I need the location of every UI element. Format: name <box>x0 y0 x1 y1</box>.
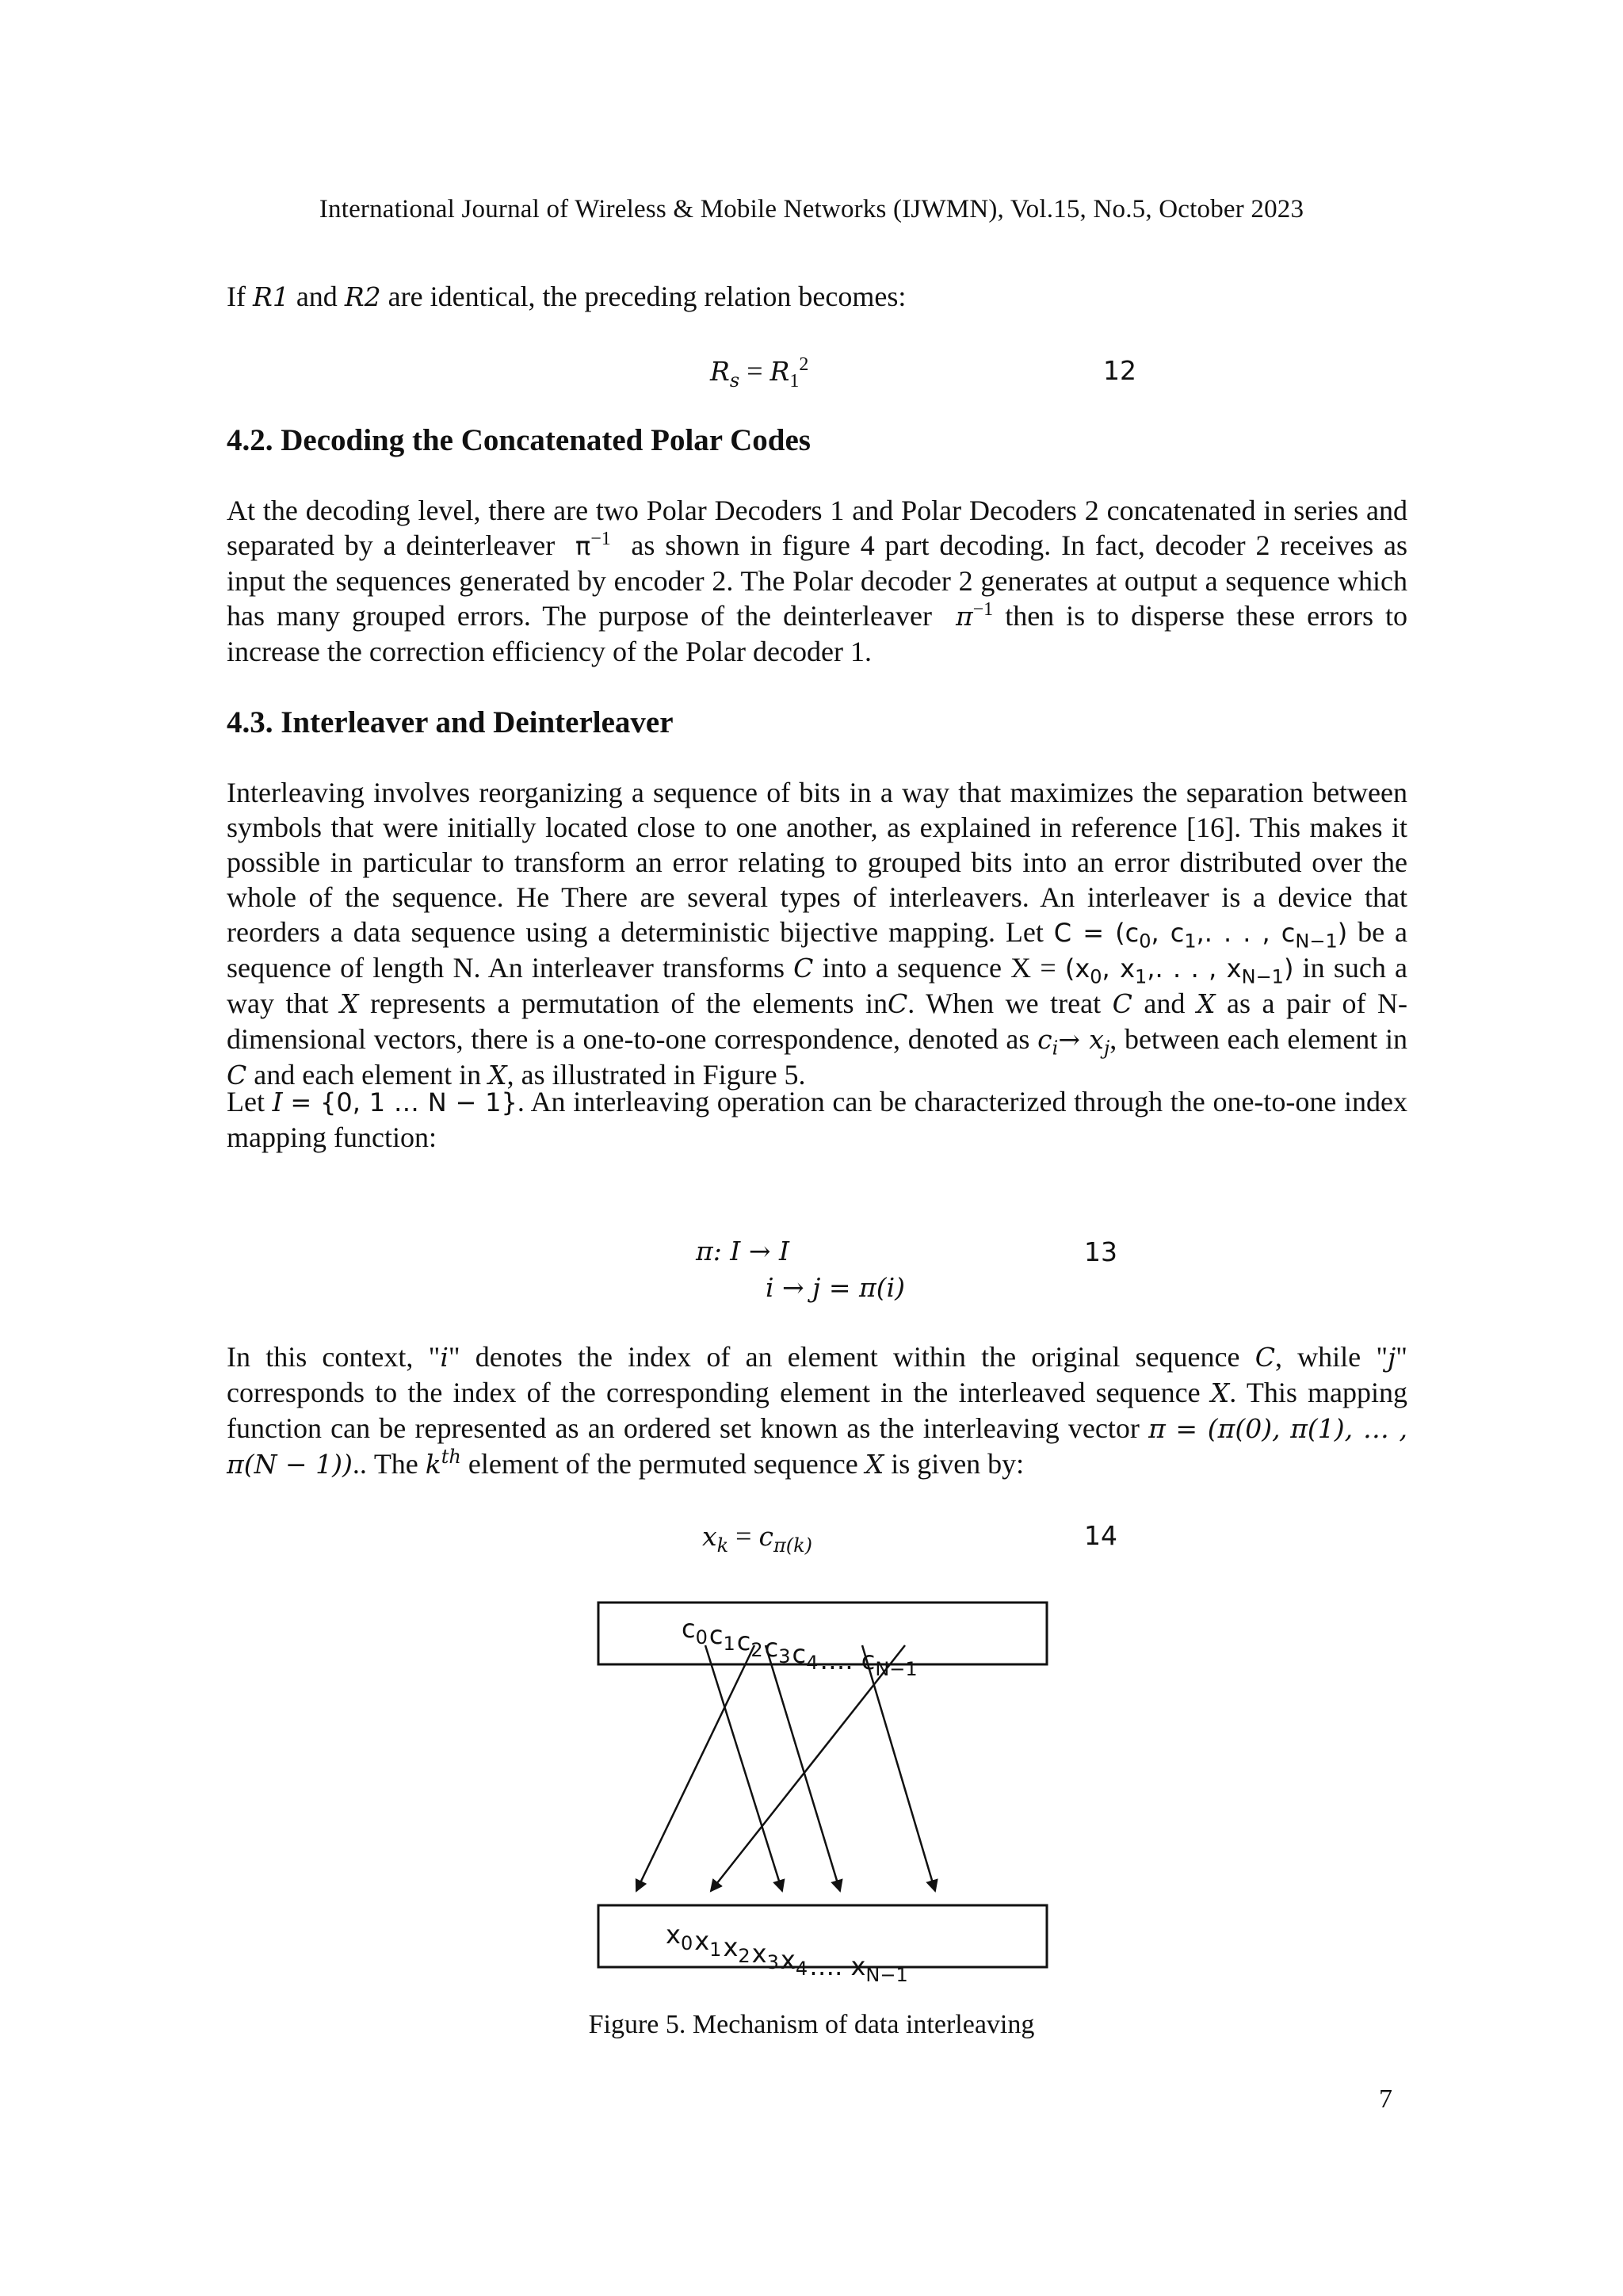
equation-13-number: 13 <box>1084 1236 1117 1267</box>
output-sequence-text-subscript: 0 <box>680 1932 693 1954</box>
index-set-paragraph: Let I = {0, 1 … N − 1}. An interleaving operation can be characterized through the one-to-one index mapping function: <box>227 1086 1408 1153</box>
output-sequence-text-symbol: x <box>694 1926 710 1956</box>
output-sequence-text <box>666 1920 908 1986</box>
interleaving-diagram <box>586 1590 1062 1986</box>
input-sequence-text-symbol: c <box>792 1639 807 1669</box>
journal-header: International Journal of Wireless & Mobile Networks (IJWMN), Vol.15, No.5, October 2023 <box>319 195 1304 223</box>
input-sequence-text-symbol: c <box>764 1633 779 1663</box>
input-sequence-text-subscript: 4 <box>806 1652 819 1674</box>
output-sequence-text-subscript: 1 <box>709 1939 722 1961</box>
input-sequence-text-subscript: 0 <box>695 1626 708 1648</box>
mapping-arrow <box>862 1645 935 1891</box>
output-sequence-text-symbol: x <box>751 1939 767 1969</box>
output-sequence-labels <box>666 1920 908 1986</box>
equation-14-number: 14 <box>1084 1520 1117 1551</box>
input-sequence-text-subscript: 3 <box>778 1645 791 1668</box>
output-sequence-text-subscript: 3 <box>766 1951 779 1973</box>
output-sequence-text-subscript: 2 <box>738 1945 750 1967</box>
equation-12-number: 12 <box>1103 355 1136 386</box>
equation-14: $x_k = c_{\pi(k)}$ <box>702 1520 813 1557</box>
input-sequence-text-symbol: c <box>736 1626 751 1656</box>
input-sequence-text-symbol: c <box>682 1614 696 1644</box>
output-sequence-text-symbol: x <box>780 1945 796 1975</box>
mapping-arrow <box>766 1645 840 1891</box>
equation-13-line-1: π: I → I <box>696 1236 789 1266</box>
output-sequence-text-subscript: 4 <box>795 1958 808 1980</box>
equation-12: $R_s = R_1^2$ <box>710 354 809 392</box>
mapping-arrow <box>636 1645 754 1891</box>
output-sequence-text-subscript: N−1 <box>865 1964 908 1986</box>
intro-paragraph: If R1 and R2 are identical, the preceding relation becomes: <box>227 281 907 312</box>
output-sequence-text-symbol: …. x <box>809 1951 866 1981</box>
mapping-arrow <box>711 1645 905 1891</box>
figure-caption: Figure 5. Mechanism of data interleaving <box>588 2010 1035 2039</box>
input-sequence-text-subscript: 2 <box>750 1639 763 1661</box>
equation-13-line-2: i → j = π(i) <box>766 1272 906 1303</box>
input-sequence-text <box>682 1614 918 1680</box>
input-sequence-text-subscript: N−1 <box>875 1658 918 1680</box>
context-paragraph: In this context, "i" denotes the index of an element within the original sequence C, while "j" corresponds to the index of the corresponding element in the interleaved sequence X. This mapping function can be represented as an ordered set known as the interleaving vector π = (π(0), π(1), … , π(N − 1)).. The $k^{th}$ element of the permuted sequence X is given by: <box>227 1341 1408 1480</box>
output-sequence-text-symbol: x <box>723 1932 739 1962</box>
section-4-2-paragraph: At the decoding level, there are two Polar Decoders 1 and Polar Decoders 2 concatenated in series and separated by a deinterleaver $\pi^{-1}$ as shown in figure 4 part decoding. In fact, decoder 2 receives as input the sequences generated by encoder 2. The Polar decoder 2 generates at output a sequence which has many grouped errors. The purpose of the deinterleaver $\pi^{-1}$ then is to disperse these errors to increase the correction efficiency of the Polar decoder 1. <box>227 495 1408 667</box>
section-4-2-heading: 4.2. Decoding the Concatenated Polar Codes <box>227 423 811 457</box>
mapping-arrow <box>705 1645 782 1891</box>
section-4-3-heading: 4.3. Interleaver and Deinterleaver <box>227 705 674 739</box>
input-sequence-labels <box>682 1614 918 1680</box>
output-sequence-text-symbol: x <box>666 1920 681 1950</box>
input-sequence-text-subscript: 1 <box>723 1633 735 1655</box>
page-number: 7 <box>1379 2084 1392 2114</box>
input-sequence-text-symbol: …. c <box>819 1645 876 1675</box>
section-4-3-paragraph: Interleaving involves reorganizing a sequence of bits in a way that maximizes the separation between symbols that were initially located close to one another, as explained in reference [16]. This makes it possible in particular to transform an error relating to grouped bits into an error distributed over the whole of the sequence. He There are several types of interleavers. An interleaver is a device that reorders a data sequence using a deterministic bijective mapping. Let $C = (c_0$, $c_1$,. . . , $c_{N-1}$) be a sequence of length N. An interleaver transforms C into a sequence $X = (x_0$, $x_1$,. . . , $x_{N-1}$) in such a way that X represents a permutation of the elements inC. When we treat C and X as a pair of N-dimensional vectors, there is a one-to-one correspondence, denoted as $c_i\to x_j$, between each element in C and each element in X, as illustrated in Figure 5. <box>227 777 1408 1091</box>
input-sequence-text-symbol: c <box>708 1620 724 1650</box>
